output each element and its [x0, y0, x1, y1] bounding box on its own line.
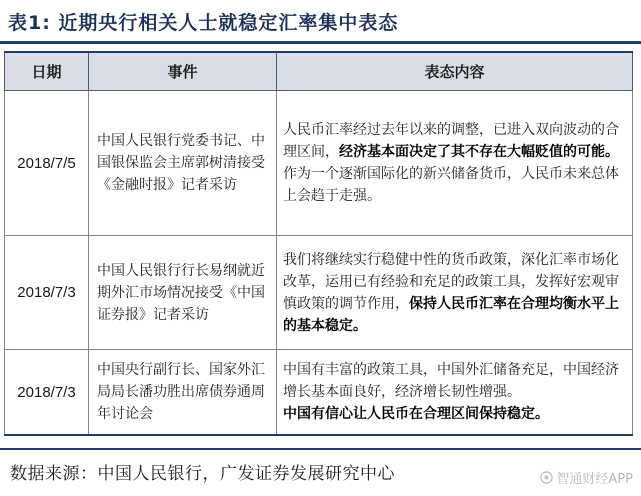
cell-date: 2018/7/3: [5, 350, 89, 436]
title-divider: [0, 41, 641, 44]
cell-event: 中国人民银行党委书记、中国银保监会主席郭树清接受《金融时报》记者采访: [89, 91, 277, 236]
cell-content: [277, 91, 633, 236]
table-title: 表1: 近期央行相关人士就稳定汇率集中表态: [8, 12, 399, 34]
cell-event: 中国人民银行行长易纲就近期外汇市场情况接受《中国证券报》记者采访: [89, 236, 277, 350]
content-text: 作为一个逐渐国际化的新兴储备货币，人民币未来总体上会趋于走强。: [283, 166, 619, 204]
header-date: 日期: [5, 52, 89, 91]
content-text: 人民币汇率经过去年以来的调整，已进入双向波动的合理区间，: [283, 122, 619, 160]
content-bold-text: 中国有信心让人民币在合理区间保持稳定。: [283, 406, 549, 422]
content-bold-text: 保持人民币汇率在合理均衡水平上的基本稳定。: [283, 295, 619, 334]
cell-content: [277, 350, 633, 436]
header-event: 事件: [89, 52, 277, 91]
source-divider: [0, 448, 641, 450]
data-source-note: 数据来源：中国人民银行，广发证券发展研究中心: [10, 464, 395, 484]
content-text: 中国有丰富的政策工具，中国外汇储备充足，中国经济增长基本面良好，经济增长韧性增强。: [283, 362, 619, 400]
content-bold-text: 经济基本面决定了其不存在大幅贬值的可能。: [339, 144, 619, 160]
header-content: 表态内容: [277, 52, 633, 91]
statement-table: [4, 51, 633, 436]
table-header-row: [5, 52, 633, 91]
table-row: [5, 91, 633, 236]
cell-content: [277, 236, 633, 350]
table-row: [5, 350, 633, 436]
statement-table-container: [4, 51, 632, 436]
content-text: 我们将继续实行稳健中性的货币政策，深化汇率市场化改革，运用已有经验和充足的政策工具，发挥好宏观审慎政策的调节作用，: [283, 251, 619, 312]
table-row: [5, 236, 633, 350]
cell-event: 中国央行副行长、国家外汇局局长潘功胜出席债券通周年讨论会: [89, 350, 277, 436]
cell-date: 2018/7/5: [5, 91, 89, 236]
watermark-logo-icon: [540, 471, 553, 484]
watermark: [540, 468, 633, 487]
watermark-text: 智通财经APP: [556, 472, 633, 487]
cell-date: 2018/7/3: [5, 236, 89, 350]
